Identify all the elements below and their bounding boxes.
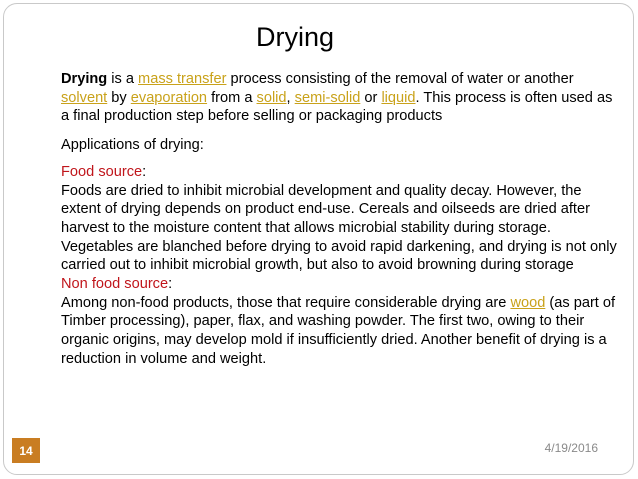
food-source-label: Food source bbox=[61, 163, 143, 180]
intro-text: or bbox=[360, 89, 382, 106]
intro-text: by bbox=[107, 89, 131, 106]
slide-body bbox=[61, 70, 621, 369]
nonfood-text: (as part of Timber processing), paper, flax, and washing powder. The first two, owing to their organic origins, may develop mold if insufficiently dried. Another benefit of drying is a reduction in volume and weight. bbox=[61, 294, 616, 367]
nonfood-source-colon: : bbox=[168, 276, 173, 293]
mass-transfer-link[interactable]: mass transfer bbox=[138, 71, 227, 87]
liquid-link[interactable]: liquid bbox=[381, 89, 416, 106]
slide-date: 4/19/2016 bbox=[544, 441, 598, 455]
nonfood-source-heading bbox=[61, 275, 621, 294]
wood-link[interactable]: wood bbox=[510, 294, 546, 311]
intro-text: . This process is often used as a final production step before selling or packaging products bbox=[61, 89, 613, 125]
intro-text: , bbox=[286, 89, 295, 106]
applications-heading: Applications of drying: bbox=[61, 137, 204, 154]
nonfood-source-text bbox=[61, 294, 621, 369]
food-source-colon: : bbox=[142, 163, 147, 180]
food-source-text: Foods are dried to inhibit microbial development and quality decay. However, the extent of drying depends on product end-use. Cereals and oilseeds are dried after harvest to the moisture content that allows microbial stability during storage. Vegetables are blanched before drying to avoid rapid darkening, and drying is not only carried out to inhibit microbial growth, but also to avoid browning during storage bbox=[61, 182, 617, 274]
intro-paragraph bbox=[61, 70, 621, 126]
nonfood-source-label: Non food source bbox=[61, 276, 169, 293]
nonfood-text: Among non-food products, those that require considerable drying are bbox=[61, 294, 511, 311]
solid-link[interactable]: solid bbox=[256, 89, 287, 106]
evaporation-link[interactable]: evaporation bbox=[130, 89, 208, 106]
intro-text: from a bbox=[207, 89, 257, 106]
page-number-badge: 14 bbox=[12, 438, 40, 463]
semi-solid-link[interactable]: semi-solid bbox=[294, 89, 361, 106]
drying-term: Drying bbox=[61, 71, 108, 87]
slide-title: Drying bbox=[255, 22, 335, 52]
food-source-heading bbox=[61, 163, 621, 182]
intro-text: process consisting of the removal of water or another bbox=[226, 71, 574, 87]
intro-text: is a bbox=[107, 71, 139, 87]
solvent-link[interactable]: solvent bbox=[61, 89, 108, 106]
